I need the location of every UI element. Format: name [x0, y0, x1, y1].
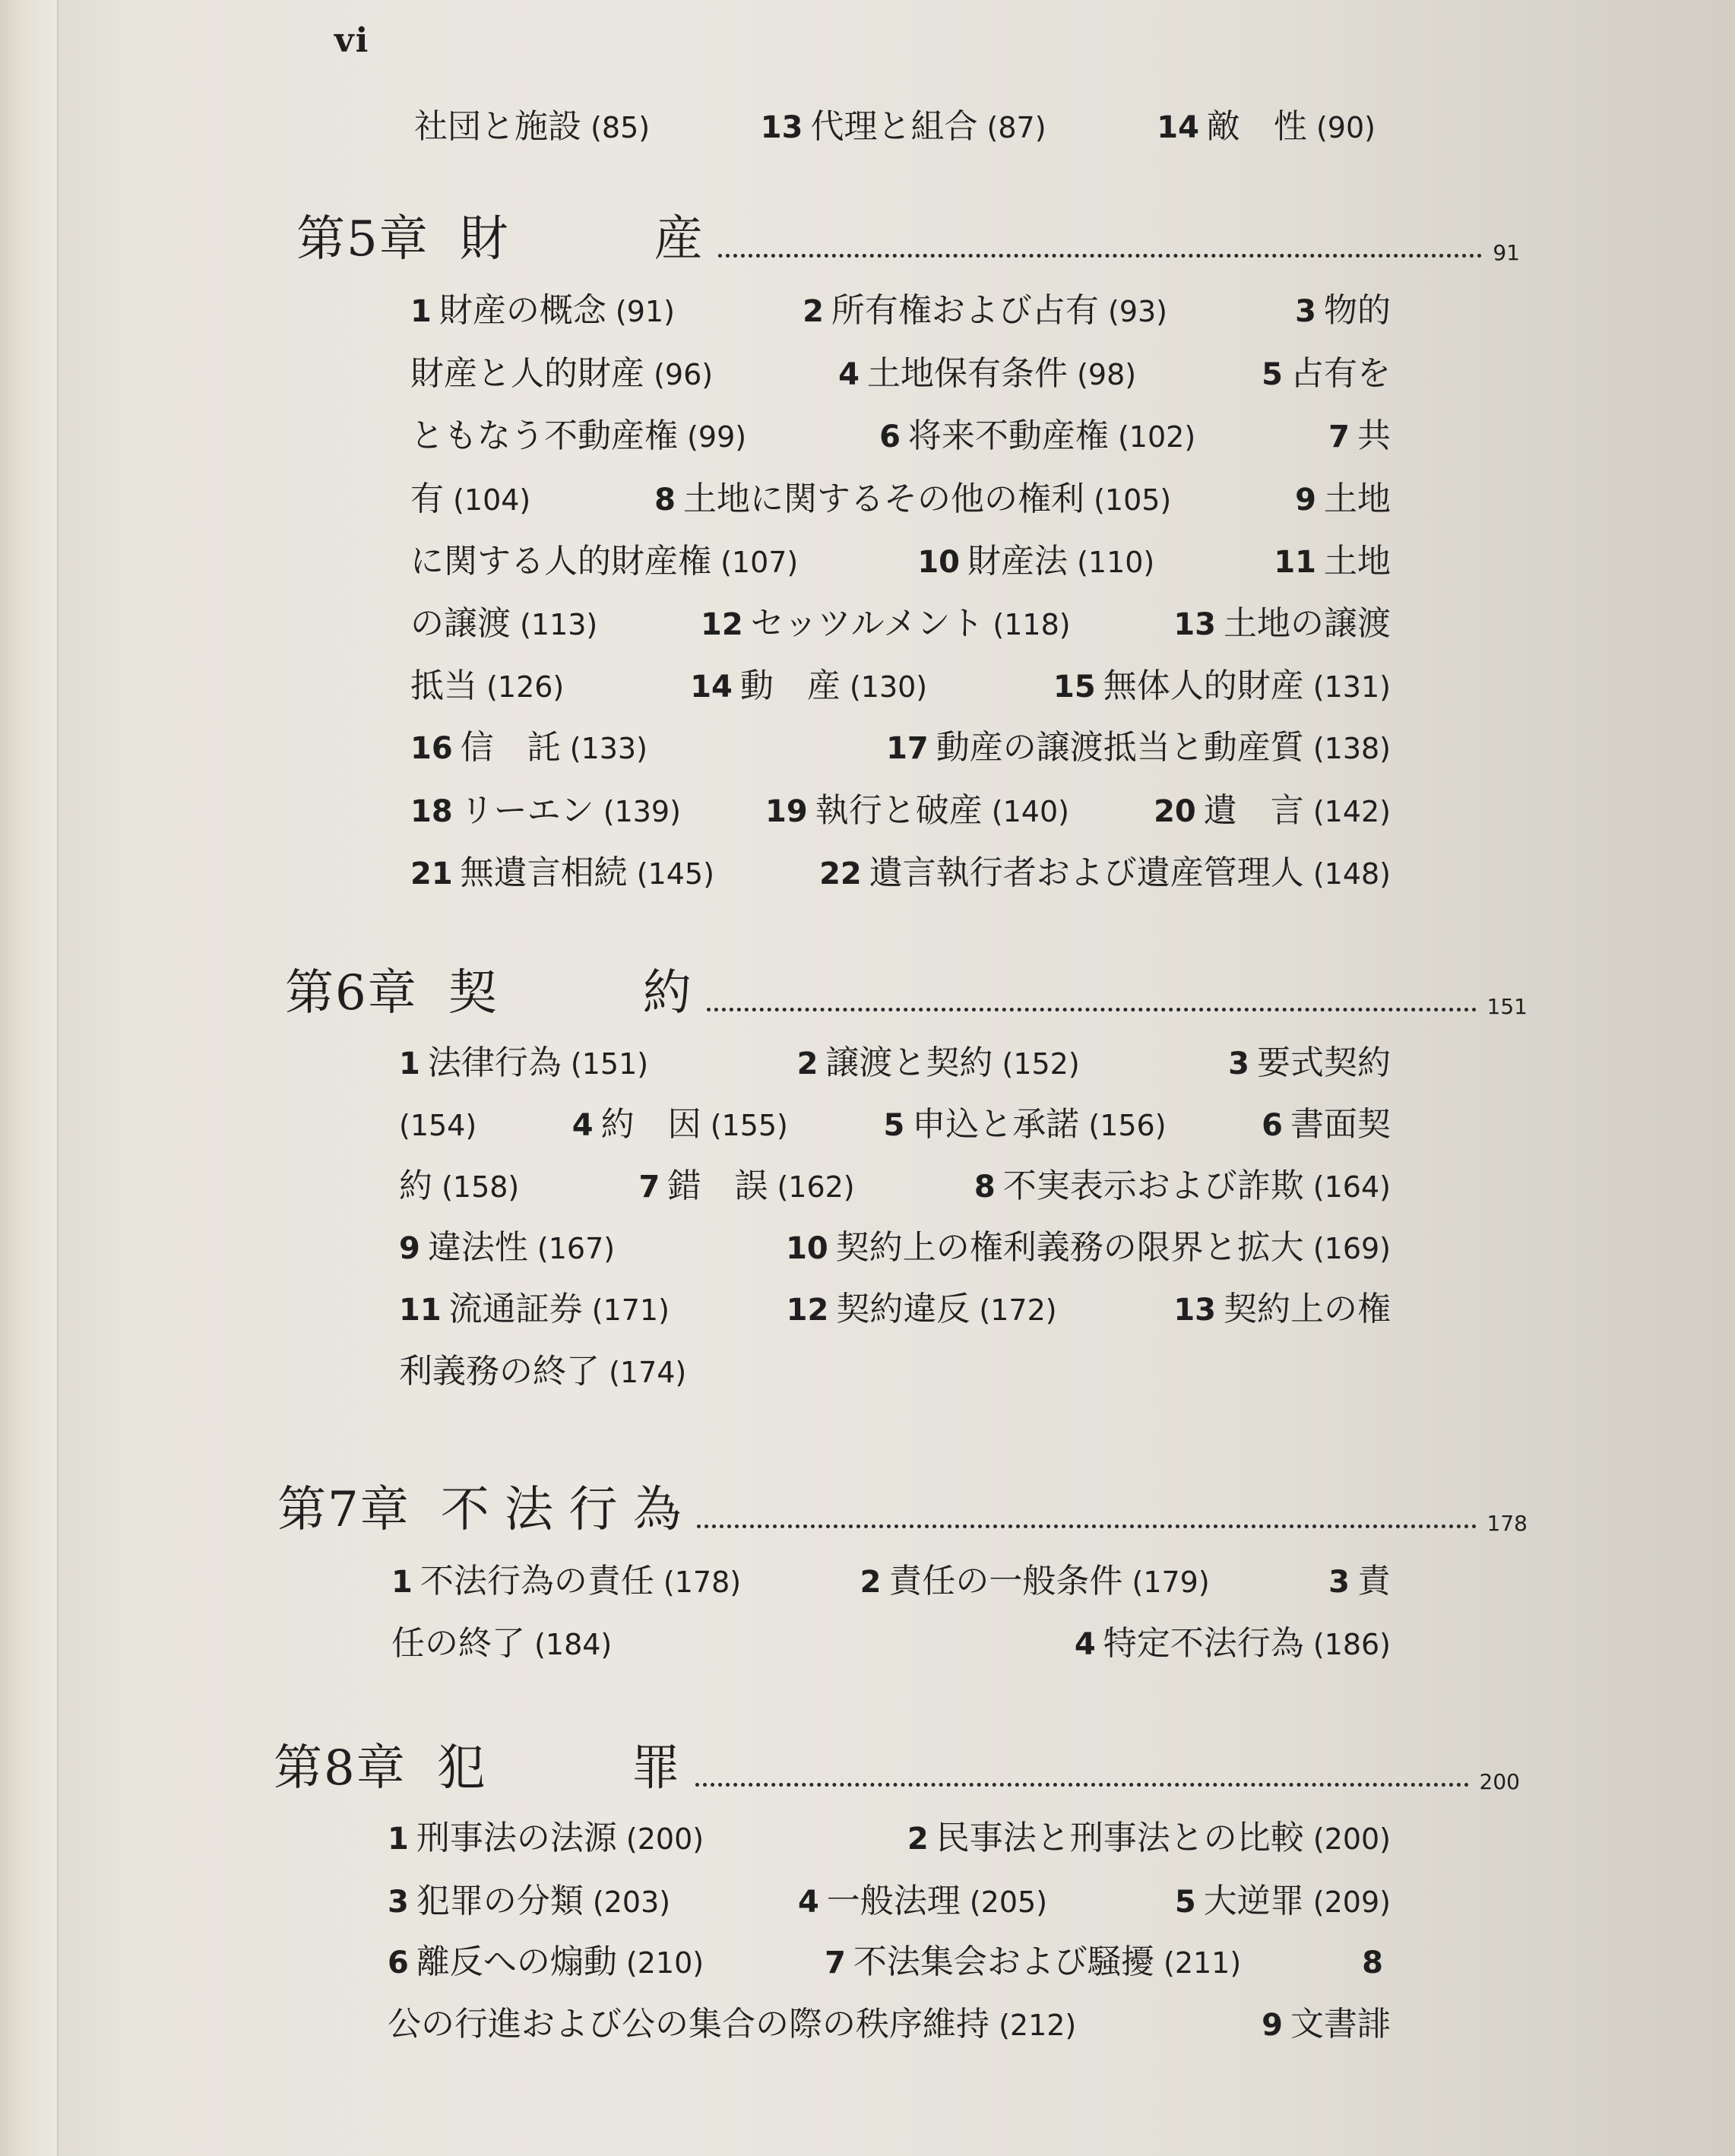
- section-title: 利義務の終了: [399, 1352, 600, 1391]
- toc-line: [399, 1220, 1391, 1268]
- toc-line: [399, 1281, 1391, 1330]
- section-title: 申込と承諾: [912, 1105, 1080, 1144]
- section-page: (85): [581, 111, 651, 144]
- section-number: 17: [886, 731, 929, 766]
- section-number: 13: [1173, 607, 1216, 642]
- section-title: 約: [399, 1167, 432, 1205]
- toc-line: [410, 658, 1391, 707]
- toc-entry: [1228, 1035, 1391, 1084]
- section-number: 1: [410, 294, 432, 329]
- section-title: 財産法: [967, 542, 1068, 581]
- section-title: 大逆罪: [1203, 1882, 1304, 1920]
- section-page: (167): [527, 1232, 616, 1265]
- toc-line: [410, 283, 1391, 331]
- toc-line: [399, 1158, 1391, 1207]
- section-title: 契約上の権: [1223, 1290, 1391, 1328]
- section-number: 6: [388, 1945, 409, 1980]
- section-page: (102): [1108, 420, 1196, 454]
- section-page: (93): [1098, 295, 1168, 328]
- section-page: (212): [989, 2009, 1077, 2042]
- toc-entry: [399, 1281, 670, 1330]
- section-number: 5: [1262, 357, 1283, 392]
- section-number: 3: [388, 1885, 409, 1920]
- toc-line: [410, 720, 1391, 768]
- section-number: 13: [1173, 1293, 1216, 1328]
- section-page: (164): [1303, 1170, 1391, 1204]
- toc-entry: [399, 1035, 648, 1084]
- section-page: (152): [993, 1047, 1080, 1081]
- section-number: 2: [907, 1822, 929, 1857]
- toc-line: [410, 471, 1391, 520]
- toc-line: [410, 408, 1391, 457]
- toc-line: [388, 1810, 1391, 1859]
- section-title: 土地: [1324, 542, 1391, 581]
- section-number: 15: [1053, 670, 1096, 704]
- toc-entry: [1075, 1616, 1391, 1664]
- toc-entry: [1175, 1873, 1391, 1922]
- toc-entry: [410, 658, 564, 707]
- section-title: 特定不法行為: [1103, 1624, 1304, 1663]
- section-page: (90): [1306, 111, 1376, 144]
- toc-entry: [1154, 783, 1391, 831]
- toc-entry: [1328, 1553, 1391, 1602]
- section-title: 社団と施設: [414, 107, 581, 146]
- section-title: 書面契: [1290, 1105, 1391, 1144]
- leader-dots: [697, 1524, 1477, 1528]
- toc-entry: [391, 1616, 612, 1664]
- toc-entry: [917, 533, 1154, 582]
- section-number: 20: [1154, 794, 1196, 829]
- toc-entry: [399, 1158, 519, 1207]
- section-title: 財産と人的財産: [410, 354, 644, 393]
- section-title: 将来不動産権: [907, 416, 1109, 455]
- toc-entry: [410, 408, 746, 457]
- toc-line: [414, 99, 1376, 147]
- toc-entry: [803, 283, 1167, 331]
- section-title: 約 因: [600, 1105, 701, 1144]
- section-number: 7: [638, 1170, 660, 1205]
- section-title: セッツルメント: [750, 604, 984, 643]
- section-title: 要式契約: [1257, 1043, 1391, 1082]
- section-title: 公の行進および公の集合の際の秩序維持: [388, 2005, 989, 2044]
- section-number: 14: [1157, 110, 1199, 145]
- toc-line: [388, 1996, 1391, 2045]
- section-title: 有: [410, 480, 444, 518]
- section-number: 14: [690, 670, 733, 704]
- section-title: 流通証券: [448, 1290, 583, 1328]
- section-title: 不実表示および詐欺: [1002, 1167, 1304, 1205]
- chapter-heading: [296, 200, 1520, 270]
- section-title: 財産の概念: [438, 291, 606, 330]
- section-title: 敵 性: [1206, 107, 1307, 146]
- section-number: 5: [883, 1108, 905, 1143]
- toc-entry: [1157, 99, 1376, 147]
- section-page: (126): [477, 670, 565, 704]
- toc-entry: [883, 1097, 1166, 1145]
- section-number: 2: [860, 1565, 882, 1600]
- toc-line: [410, 783, 1391, 831]
- section-number: 1: [388, 1822, 409, 1857]
- section-title: 抵当: [410, 666, 477, 705]
- section-number: 22: [819, 856, 862, 891]
- toc-line: [399, 1035, 1391, 1084]
- section-number: 11: [1274, 545, 1316, 580]
- section-title: の譲渡: [410, 604, 511, 643]
- section-page: (171): [582, 1293, 670, 1327]
- section-title: 違法性: [427, 1228, 528, 1267]
- section-page: (203): [583, 1885, 671, 1919]
- chapter-heading: [274, 1729, 1520, 1799]
- section-number: 2: [796, 1046, 818, 1081]
- section-title: 離反への煽動: [416, 1942, 617, 1981]
- section-title: 動産の譲渡抵当と動産質: [936, 728, 1304, 767]
- toc-entry: [786, 1220, 1391, 1268]
- section-page: (184): [525, 1628, 613, 1661]
- section-number: 3: [1228, 1046, 1249, 1081]
- chapter-title: 財 産: [459, 211, 703, 268]
- toc-line: [410, 845, 1391, 894]
- toc-entry: [1262, 1097, 1391, 1145]
- section-title: 不法行為の責任: [420, 1562, 654, 1600]
- section-page: (87): [977, 111, 1046, 144]
- section-number: 9: [399, 1231, 420, 1266]
- section-page: (145): [627, 857, 714, 891]
- toc-entry: [974, 1158, 1391, 1207]
- section-title: ともなう不動産権: [410, 416, 678, 455]
- toc-entry: [907, 1810, 1391, 1859]
- section-page: (130): [840, 670, 928, 704]
- section-page: (148): [1303, 857, 1391, 891]
- chapter-page: 91: [1493, 240, 1520, 265]
- section-number: 2: [803, 294, 824, 329]
- section-page: (200): [616, 1822, 704, 1856]
- section-title: 無体人的財産: [1103, 666, 1304, 705]
- section-page: (179): [1122, 1566, 1210, 1599]
- section-title: 執行と破産: [815, 791, 983, 830]
- toc-entry: [797, 1035, 1080, 1084]
- section-number: 11: [399, 1293, 442, 1328]
- toc-entry: [388, 1810, 704, 1859]
- chapter-title: 不 法 行 為: [440, 1482, 682, 1538]
- section-number: 21: [410, 856, 453, 891]
- toc-line: [399, 1344, 1391, 1392]
- section-title: 譲渡と契約: [825, 1043, 993, 1082]
- section-title: 物的: [1324, 291, 1391, 330]
- section-title: 不法集会および騒擾: [853, 1942, 1154, 1981]
- section-title: 契約上の権利義務の限界と拡大: [835, 1228, 1304, 1267]
- chapter-label: 第5章: [296, 211, 429, 268]
- section-number: 3: [1328, 1565, 1350, 1600]
- toc-line: [388, 1934, 1391, 1983]
- toc-entry: [410, 596, 597, 644]
- toc-entry: [1173, 1281, 1391, 1330]
- toc-entry: [765, 783, 1069, 831]
- section-page: (158): [432, 1170, 520, 1204]
- section-page: (140): [982, 795, 1069, 828]
- section-page: (156): [1079, 1109, 1167, 1142]
- section-number: 5: [1174, 1885, 1196, 1920]
- section-title: 土地保有条件: [867, 354, 1068, 393]
- section-number: 12: [700, 607, 743, 642]
- toc-entry: [1328, 408, 1391, 457]
- section-page: (104): [444, 483, 531, 517]
- toc-line: [388, 1873, 1391, 1922]
- chapter-label: 第8章: [274, 1740, 407, 1797]
- section-number: 8: [1362, 1945, 1383, 1980]
- chapter-page: 151: [1486, 994, 1528, 1019]
- chapter-title: 契 約: [448, 965, 692, 1021]
- section-title: 共: [1357, 416, 1391, 455]
- chapter-page: 178: [1486, 1511, 1528, 1536]
- section-page: (178): [654, 1566, 742, 1599]
- section-number: 1: [399, 1046, 420, 1081]
- section-page: (91): [606, 295, 675, 328]
- toc-entry: [860, 1553, 1210, 1602]
- section-title: 土地に関するその他の権利: [683, 480, 1084, 518]
- toc-entry: [414, 99, 650, 147]
- leader-dots: [718, 254, 1483, 258]
- toc-entry: [410, 346, 713, 394]
- section-title: 代理と組合: [810, 107, 978, 146]
- section-page: (205): [960, 1885, 1048, 1919]
- toc-entry: [798, 1873, 1047, 1922]
- section-title: 所有権および占有: [831, 291, 1099, 330]
- section-title: 遺 言: [1203, 791, 1304, 830]
- toc-entry: [654, 471, 1171, 520]
- chapter-title: 犯 罪: [436, 1740, 680, 1797]
- section-page: (200): [1303, 1822, 1391, 1856]
- section-title: リーエン: [460, 791, 594, 830]
- toc-line: [410, 533, 1391, 582]
- toc-entry: [1262, 1996, 1391, 2045]
- section-number: 4: [1074, 1627, 1096, 1662]
- section-page: (131): [1303, 670, 1391, 704]
- section-title: 犯罪の分類: [416, 1882, 584, 1920]
- toc-line: [399, 1097, 1391, 1145]
- section-number: 10: [786, 1231, 828, 1266]
- chapter-heading: [285, 954, 1528, 1024]
- section-page: (142): [1303, 795, 1391, 828]
- section-number: 4: [571, 1108, 594, 1143]
- section-title: 土地の譲渡: [1224, 604, 1391, 643]
- toc-entry: [1262, 346, 1391, 394]
- toc-entry: [761, 99, 1046, 147]
- section-number: 7: [1328, 419, 1350, 454]
- section-title: 契約違反: [836, 1290, 970, 1328]
- section-title: 民事法と刑事法との比較: [936, 1819, 1304, 1857]
- toc-entry: [1173, 596, 1391, 644]
- section-page: (210): [616, 1946, 704, 1980]
- section-number: 12: [786, 1293, 829, 1328]
- section-title: 責任の一般条件: [888, 1562, 1123, 1600]
- section-page: (172): [970, 1293, 1057, 1327]
- section-page: (96): [644, 358, 714, 391]
- section-page: (209): [1303, 1885, 1391, 1919]
- toc-entry: [701, 596, 1071, 644]
- section-number: 4: [838, 357, 860, 392]
- section-page: (155): [701, 1109, 788, 1142]
- toc-entry: [1053, 658, 1391, 707]
- toc-entry: [572, 1097, 788, 1145]
- section-page: (138): [1303, 732, 1391, 765]
- chapter-heading: [277, 1471, 1528, 1540]
- toc-entry: [690, 658, 927, 707]
- toc-line: [391, 1553, 1391, 1602]
- section-page: (133): [560, 732, 647, 765]
- chapter-label: 第7章: [277, 1482, 410, 1538]
- section-title: 無遺言相続: [460, 853, 628, 892]
- section-page: (169): [1303, 1232, 1391, 1265]
- toc-entry: [410, 533, 798, 582]
- section-number: 16: [410, 731, 453, 766]
- section-page: (99): [678, 420, 747, 454]
- toc-entry: [399, 1105, 476, 1144]
- section-title: 文書誹: [1290, 2005, 1391, 2044]
- toc-entry: [410, 283, 675, 331]
- toc-entry: [410, 783, 681, 831]
- section-title: 刑事法の法源: [416, 1819, 617, 1857]
- toc-line: [391, 1616, 1391, 1664]
- section-number: 8: [974, 1170, 996, 1205]
- section-title: 責: [1357, 1562, 1391, 1600]
- section-title: 一般法理: [826, 1882, 961, 1920]
- section-page: (105): [1084, 483, 1172, 517]
- toc-entry: [410, 845, 714, 894]
- section-number: 3: [1295, 294, 1316, 329]
- section-page: (162): [768, 1170, 855, 1204]
- section-number: 9: [1262, 2008, 1283, 2043]
- section-page: (186): [1303, 1628, 1391, 1661]
- section-title: に関する人的財産権: [410, 542, 711, 581]
- section-page: (107): [711, 546, 799, 579]
- section-page: (118): [983, 608, 1071, 641]
- toc-entry: [825, 1934, 1241, 1983]
- toc-entry: [886, 720, 1391, 768]
- toc-entry: [1362, 1942, 1391, 1981]
- toc-entry: [399, 1220, 615, 1268]
- section-page: (110): [1068, 546, 1155, 579]
- section-title: 動 産: [739, 666, 841, 705]
- section-title: 法律行為: [427, 1043, 562, 1082]
- toc-entry: [1274, 533, 1391, 582]
- page-number: vi: [334, 21, 370, 60]
- section-number: 19: [765, 794, 808, 829]
- toc-entry: [391, 1553, 741, 1602]
- section-page: (113): [511, 608, 598, 641]
- section-number: 6: [879, 419, 901, 454]
- section-number: 18: [410, 794, 453, 829]
- section-title: 遺言執行者および遺産管理人: [869, 853, 1304, 892]
- section-number: 8: [654, 483, 676, 518]
- section-number: 1: [391, 1565, 413, 1600]
- toc-entry: [399, 1344, 686, 1392]
- toc-entry: [1295, 471, 1391, 520]
- toc-entry: [819, 845, 1391, 894]
- toc-entry: [388, 1996, 1076, 2045]
- section-title: 錯 誤: [667, 1167, 768, 1205]
- toc-entry: [1295, 283, 1391, 331]
- section-page: (211): [1154, 1946, 1242, 1980]
- toc-entry: [410, 720, 647, 768]
- section-title: 占有を: [1290, 354, 1391, 393]
- section-page: (98): [1068, 358, 1137, 391]
- section-number: 13: [760, 110, 803, 145]
- toc-entry: [388, 1873, 670, 1922]
- toc-entry: [639, 1158, 855, 1207]
- section-number: 6: [1262, 1108, 1283, 1143]
- section-title: 任の終了: [391, 1624, 525, 1663]
- toc-line: [410, 346, 1391, 394]
- toc-entry: [787, 1281, 1057, 1330]
- toc-entry: [410, 471, 530, 520]
- toc-line: [410, 596, 1391, 644]
- section-page: (154): [399, 1109, 477, 1142]
- section-title: 信 託: [460, 728, 561, 767]
- section-page: (174): [600, 1356, 687, 1389]
- chapter-page: 200: [1479, 1769, 1520, 1794]
- section-number: 10: [917, 545, 960, 580]
- chapter-label: 第6章: [285, 965, 418, 1021]
- leader-dots: [695, 1783, 1469, 1787]
- toc-entry: [838, 346, 1136, 394]
- section-number: 7: [825, 1945, 846, 1980]
- section-page: (139): [594, 795, 681, 828]
- toc-entry: [388, 1934, 704, 1983]
- section-title: 土地: [1324, 480, 1391, 518]
- section-number: 9: [1295, 483, 1316, 518]
- leader-dots: [707, 1008, 1477, 1012]
- section-page: (151): [561, 1047, 649, 1081]
- section-number: 4: [797, 1885, 819, 1920]
- toc-entry: [879, 408, 1195, 457]
